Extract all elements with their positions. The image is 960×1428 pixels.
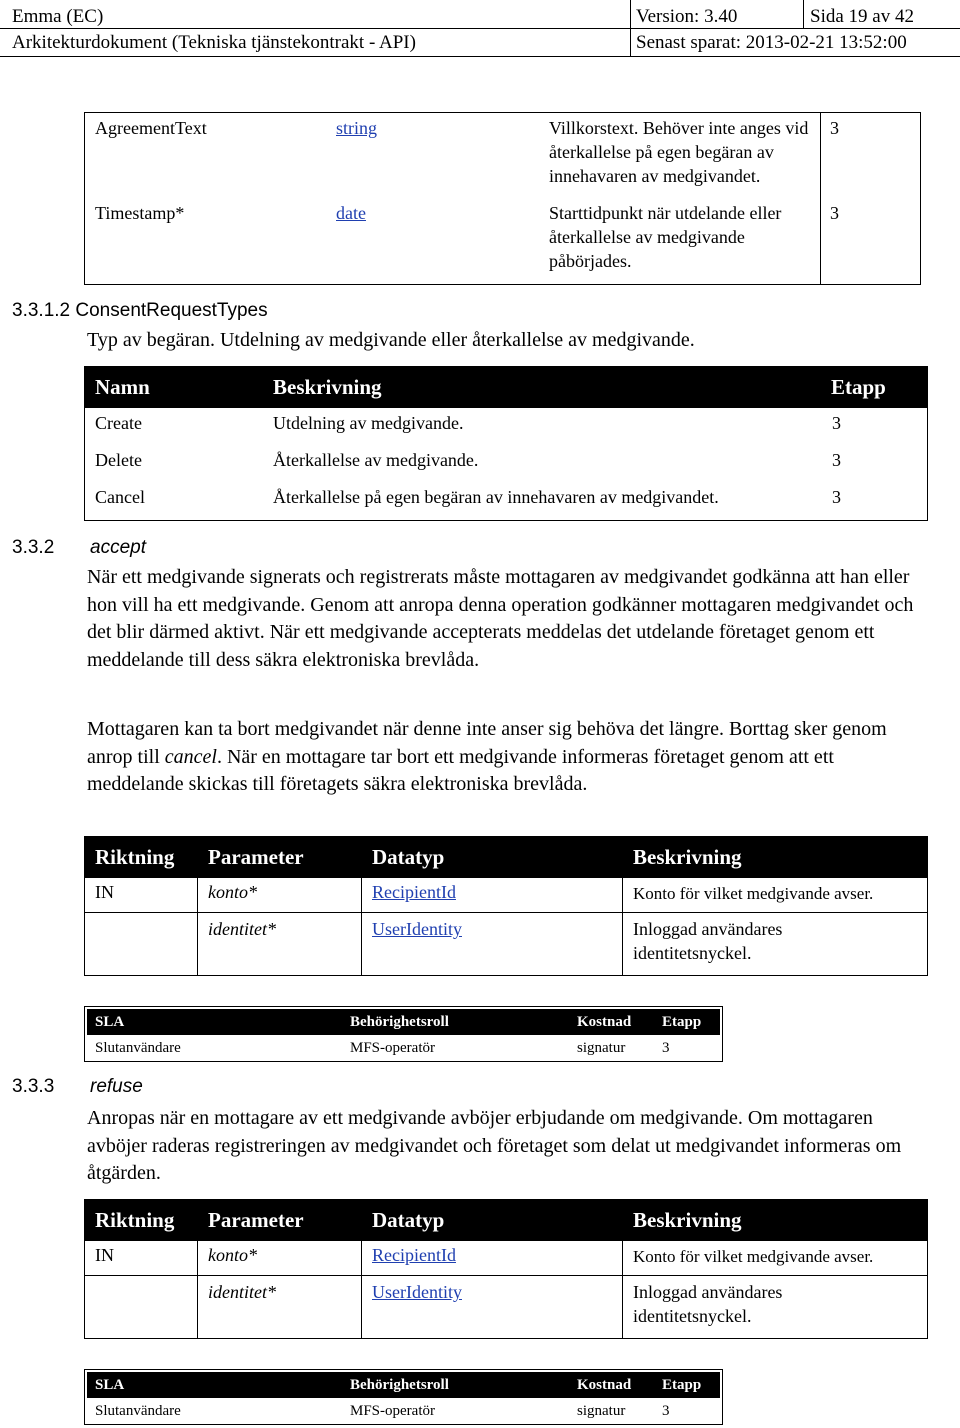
sla-col-header: Kostnad (577, 1377, 632, 1393)
table-cell-desc: Återkallelse på egen begäran av innehavaren av medgivandet. (273, 487, 719, 507)
section-paragraph: Anropas när en mottagare av ett medgivande avböjer erbjudande om medgivande. Om mottagaren avböjer raderas registreringen av medgivandet och företaget som delat ut medgivandet informeras om åtgärden. (87, 1107, 902, 1184)
section-heading (12, 1076, 143, 1098)
table-cell-desc: Utdelning av medgivande. (273, 413, 464, 433)
sla-row: Slutanvändare MFS-operatör signatur 3 (95, 1040, 670, 1056)
section-intro: Typ av begäran. Utdelning av medgivande eller återkallelse av medgivande. (87, 329, 695, 351)
header-doc-title: Arkitekturdokument (Tekniska tjänstekontrakt - API) (12, 32, 416, 53)
table-cell-etapp: 3 (830, 203, 839, 223)
datatype-link[interactable]: UserIdentity (372, 1282, 462, 1302)
sla-row: Slutanvändare MFS-operatör signatur 3 (95, 1403, 670, 1419)
table-cell-etapp: 3 (832, 413, 841, 433)
header-saved: Senast sparat: 2013-02-21 13:52:00 (636, 32, 907, 53)
header-version: Version: 3.40 (636, 6, 738, 27)
sla-col-header: Behörighetsroll (350, 1377, 449, 1393)
col-header: Beskrivning (633, 1208, 742, 1232)
header-rule (0, 56, 960, 57)
section-number: 3.3.1.2 (12, 300, 71, 321)
datatype-link[interactable]: UserIdentity (372, 919, 462, 939)
sla-col-header: SLA (95, 1377, 125, 1393)
table-cell-name: Delete (95, 450, 142, 470)
sla-col-header: Behörighetsroll (350, 1014, 449, 1030)
param-name: konto* (208, 1245, 257, 1265)
table-cell-etapp: 3 (832, 450, 841, 470)
table-cell-name: Timestamp* (95, 203, 185, 223)
param-name: konto* (208, 882, 257, 902)
section-number: 3.3.3 (12, 1076, 55, 1097)
section-paragraph: Mottagaren kan ta bort medgivandet när denne inte anser sig behöva det längre. Borttag sker genom anrop till cancel. När en mottagare tar bort ett medgivande informeras företaget genom att ett meddelande skickas till företagets säkra elektroniska brevlåda. (87, 718, 887, 795)
param-description: Inloggad användares identitetsnyckel. (633, 1282, 783, 1326)
col-header: Namn (95, 375, 150, 399)
cancel-reference: cancel (164, 745, 217, 768)
sla-col-header: Etapp (662, 1377, 702, 1393)
table-cell-desc: Villkorstext. Behöver inte anges vid återkallelse på egen begäran av innehavaren av medgivandet. (549, 118, 809, 186)
col-header: Datatyp (372, 1208, 445, 1232)
sla-header (87, 1372, 720, 1397)
table-header (84, 366, 928, 408)
col-header: Beskrivning (273, 375, 382, 399)
col-header: Parameter (208, 845, 304, 869)
param-direction: IN (95, 882, 114, 902)
datatype-link[interactable]: RecipientId (372, 882, 456, 902)
type-link[interactable]: string (336, 118, 378, 138)
sla-col-header: Etapp (662, 1014, 702, 1030)
table-cell-name: AgreementText (95, 118, 207, 138)
header-page: Sida 19 av 42 (810, 6, 914, 27)
col-header: Riktning (95, 1208, 175, 1232)
table-header (84, 836, 928, 878)
section-title: refuse (90, 1076, 143, 1097)
param-direction: IN (95, 1245, 114, 1265)
table-cell-name: Create (95, 413, 142, 433)
sla-col-header: Kostnad (577, 1014, 632, 1030)
datatype-link[interactable]: RecipientId (372, 1245, 456, 1265)
col-header: Datatyp (372, 845, 445, 869)
param-description: Konto för vilket medgivande avser. (633, 884, 874, 903)
table-cell-desc: Starttidpunkt när utdelande eller återkallelse av medgivande påbörjades. (549, 203, 782, 271)
table-cell-etapp: 3 (830, 118, 839, 138)
section-title: ConsentRequestTypes (75, 300, 268, 321)
header-rule (0, 28, 960, 29)
param-name: identitet* (208, 1282, 276, 1302)
header-divider (803, 0, 804, 28)
param-name: identitet* (208, 919, 276, 939)
section-paragraph: När ett medgivande signerats och registrerats måste mottagaren av medgivandet godkänna att han eller hon vill ha ett medgivande. Genom att anropa denna operation godkänner mottagaren medgivandet och det blir därmed aktivt. När ett medgivande accepterats meddelas det utdelande företaget genom ett meddelande till dess säkra elektroniska brevlåda. (87, 566, 914, 671)
col-header: Etapp (831, 375, 886, 399)
sla-header (87, 1009, 720, 1034)
col-header: Beskrivning (633, 845, 742, 869)
table-header (84, 1199, 928, 1241)
col-header: Parameter (208, 1208, 304, 1232)
section-heading (12, 300, 268, 322)
header-author: Emma (EC) (12, 6, 104, 27)
type-link[interactable]: date (336, 203, 366, 223)
header-divider (630, 0, 631, 57)
col-header: Riktning (95, 845, 175, 869)
param-description: Konto för vilket medgivande avser. (633, 1247, 874, 1266)
section-heading (12, 537, 146, 559)
sla-col-header: SLA (95, 1014, 125, 1030)
table-cell-etapp: 3 (832, 487, 841, 507)
table-cell-name: Cancel (95, 487, 145, 507)
table-cell-desc: Återkallelse av medgivande. (273, 450, 479, 470)
param-description: Inloggad användares identitetsnyckel. (633, 919, 783, 963)
section-title: accept (90, 537, 146, 558)
section-number: 3.3.2 (12, 537, 55, 558)
